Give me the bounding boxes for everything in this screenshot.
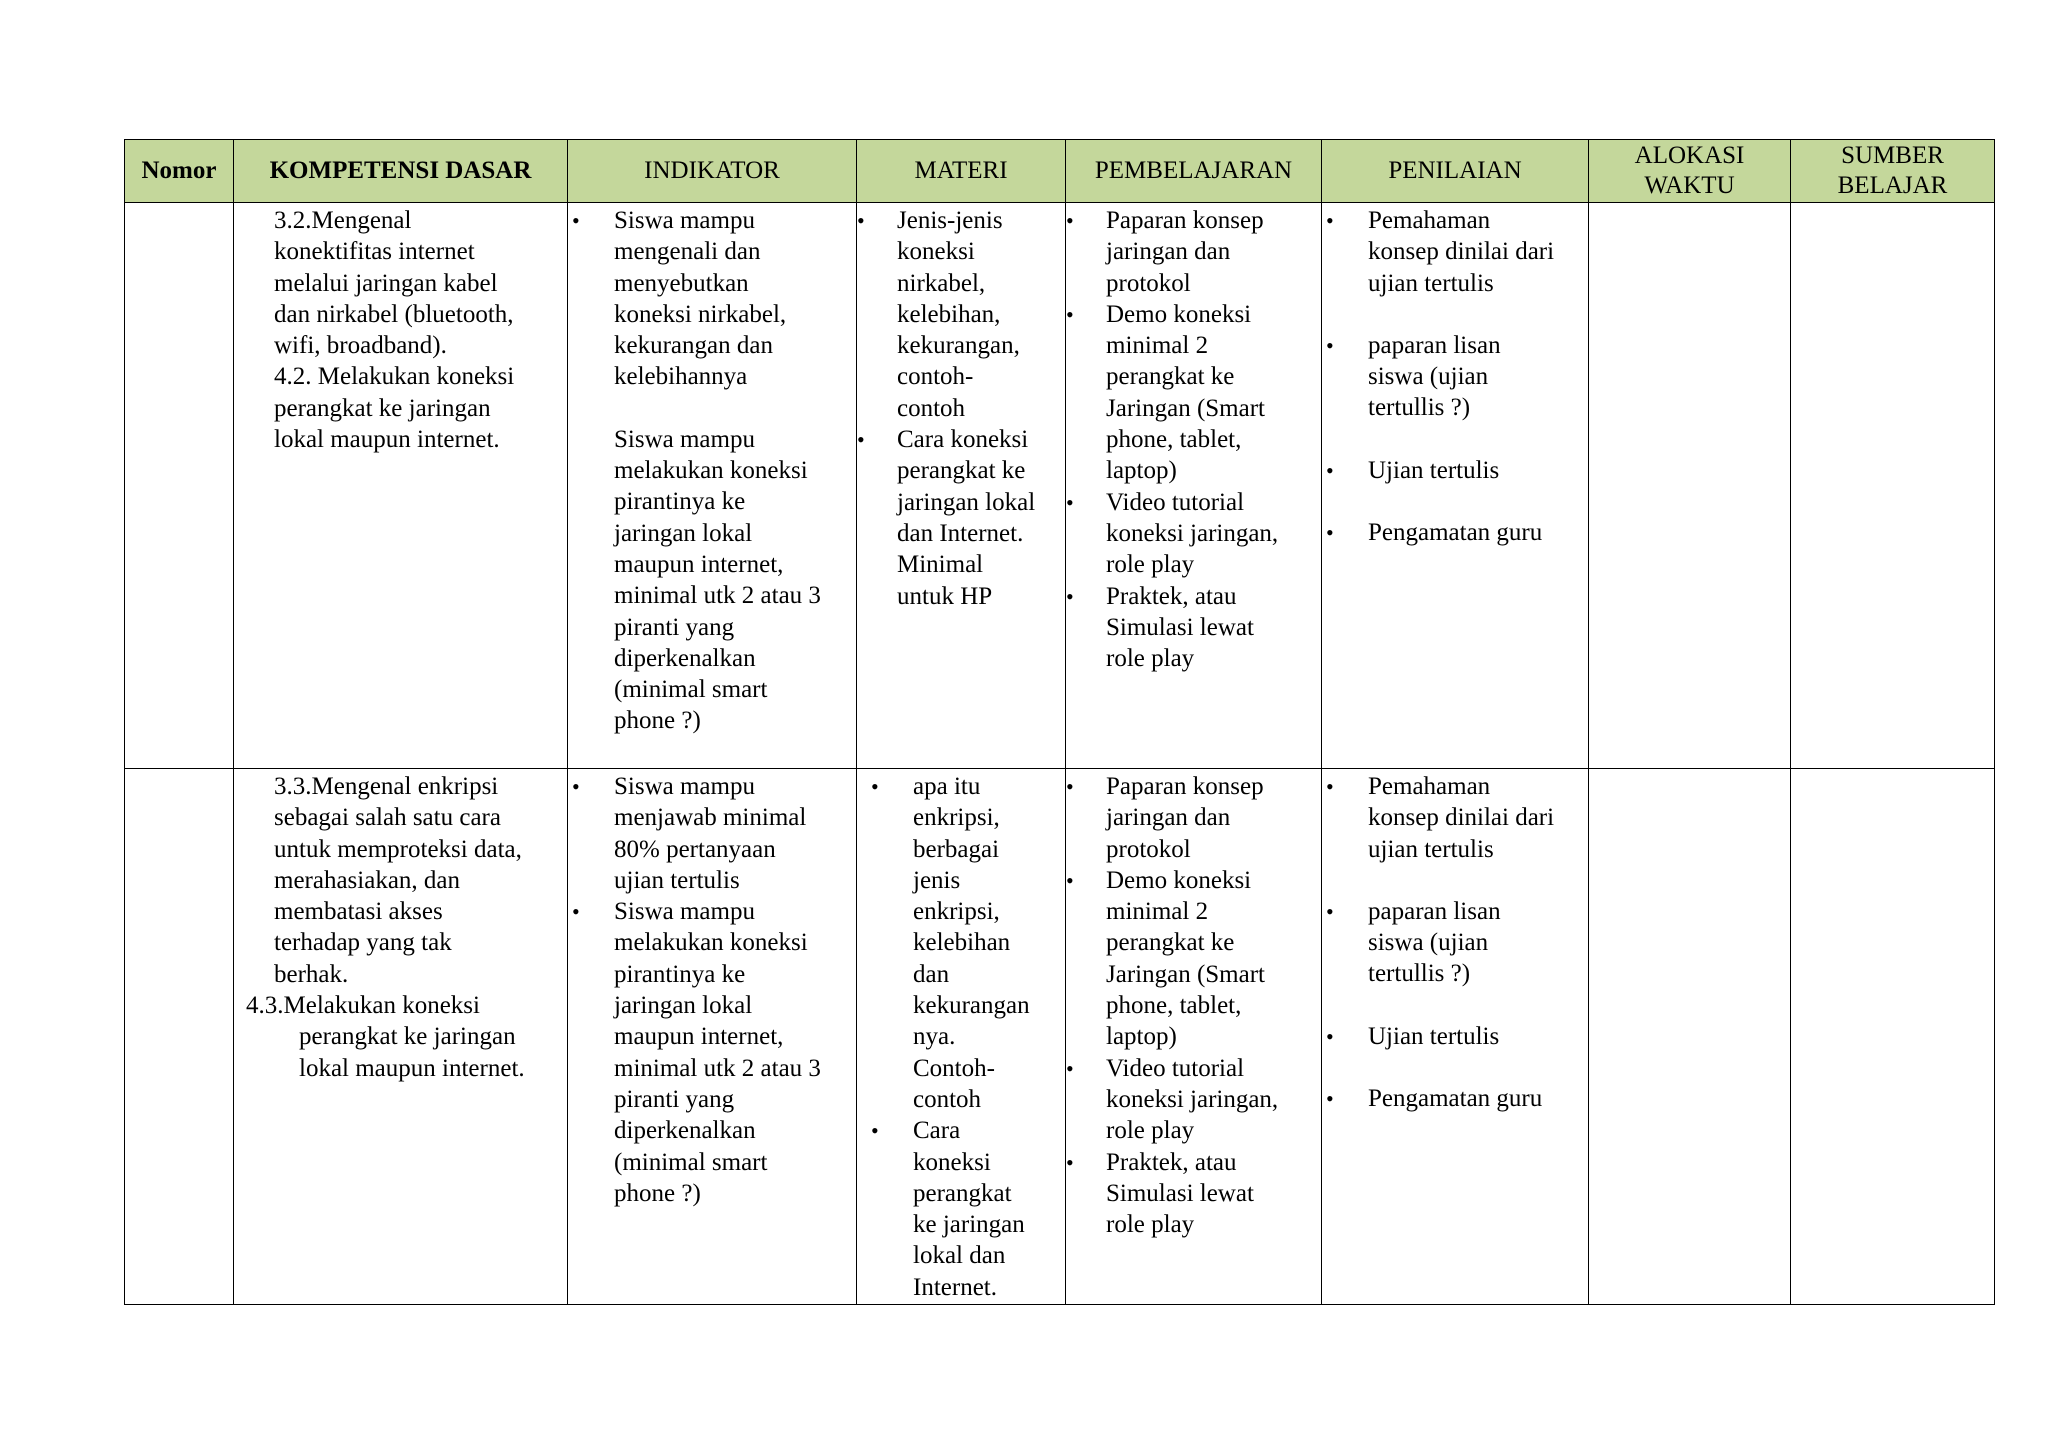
cell-materi (857, 769, 1066, 1305)
indikator-list (568, 769, 856, 1209)
table-row (125, 203, 1995, 769)
penilaian-list (1322, 203, 1588, 548)
materi-list (857, 769, 1065, 1303)
bullet-icon: • (871, 1118, 879, 1144)
bullet-icon: • (1066, 1055, 1074, 1081)
bullet-icon: • (1066, 1149, 1074, 1175)
bullet-icon: • (1326, 332, 1334, 358)
list-item: • Ujian tertulis (1322, 1021, 1582, 1052)
penilaian-list (1322, 769, 1588, 1114)
cell-alokasi-waktu (1589, 769, 1791, 1305)
header-materi: MATERI (857, 140, 1066, 203)
list-item: • Demo koneksi minimal 2 perangkat ke Jaringan (Smart phone, tablet, laptop) (1066, 300, 1265, 485)
bullet-icon: • (857, 427, 865, 453)
list-item: • Pemahaman konsep dinilai dari ujian tertulis (1326, 773, 1555, 863)
bullet-icon: • (1326, 1086, 1334, 1112)
list-item: • Siswa mampu melakukan koneksi pirantinya ke jaringan lokal maupun internet, minimal utk 2 atau 3 piranti yang diperkenalkan (minimal smart phone ?) (572, 898, 821, 1207)
cell-sumber-belajar (1791, 769, 1995, 1305)
cell-penilaian (1322, 203, 1589, 769)
header-alokasi-waktu: ALOKASI WAKTU (1589, 140, 1791, 203)
bullet-icon: • (1326, 208, 1334, 233)
header-row (125, 140, 1995, 203)
header-penilaian: PENILAIAN (1322, 140, 1589, 203)
bullet-icon: • (572, 774, 580, 799)
header-kompetensi-dasar: KOMPETENSI DASAR (234, 140, 568, 203)
syllabus-table (124, 139, 1995, 1305)
cell-sumber-belajar (1791, 203, 1995, 769)
list-item: • Paparan konsep jaringan dan protokol (1066, 773, 1264, 863)
bullet-icon: • (1326, 898, 1334, 924)
bullet-icon: • (572, 899, 580, 925)
list-item: • paparan lisan siswa (ujian tertullis ?) (1326, 331, 1501, 422)
cell-penilaian (1322, 769, 1589, 1305)
kompetensi-second: 4.3.Melakukan koneksi (246, 992, 480, 1020)
list-item: • Cara koneksi perangkat ke jaringan lokal dan Internet. Minimal untuk HP (857, 426, 1036, 610)
bullet-icon: • (1066, 489, 1074, 515)
list-item: • Demo koneksi minimal 2 perangkat ke Jaringan (Smart phone, tablet, laptop) (1066, 866, 1265, 1051)
cell-indikator (568, 203, 857, 769)
pembelajaran-list (1066, 769, 1321, 1240)
header-sumber-belajar: SUMBER BELAJAR (1791, 140, 1995, 203)
list-item: • Pengamatan guru (1322, 1083, 1582, 1114)
list-item: • Pemahaman konsep dinilai dari ujian tertulis (1326, 207, 1555, 297)
list-item: • Praktek, atau Simulasi lewat role play (1066, 582, 1254, 673)
bullet-icon: • (1326, 1023, 1334, 1049)
bullet-icon: • (1326, 457, 1334, 483)
bullet-icon: • (1066, 867, 1074, 893)
materi-list (857, 203, 1065, 612)
list-item: • Paparan konsep jaringan dan protokol (1066, 207, 1264, 297)
kompetensi-text: 3.3.Mengenal enkripsi sebagai salah satu cara untuk memproteksi data, merahasiakan, dan membatasi akses terhadap yang tak berhak. 4.3.Melakukan koneksi perangkat ke jaringan lokal maupun internet. (234, 769, 567, 1084)
list-item: • paparan lisan siswa (ujian tertullis ?) (1326, 897, 1501, 988)
list-item: • Video tutorial koneksi jaringan, role play (1066, 1054, 1279, 1145)
cell-indikator (568, 769, 857, 1305)
list-item: • apa itu enkripsi, berbagai jenis enkripsi, kelebihan dan kekurangan nya. Contoh- contoh (871, 773, 1030, 1113)
header-pembelajaran: PEMBELAJARAN (1066, 140, 1322, 203)
header-nomor: Nomor (125, 140, 234, 203)
kompetensi-text: 3.2.Mengenal konektifitas internet melalui jaringan kabel dan nirkabel (bluetooth, wifi, broadband). 4.2. Melakukan koneksi perangkat ke jaringan lokal maupun internet. (274, 207, 515, 454)
cell-pembelajaran (1066, 769, 1322, 1305)
cell-alokasi-waktu (1589, 203, 1791, 769)
indikator-text: Siswa mampu melakukan koneksi pirantinya ke jaringan lokal maupun internet, minimal utk 2 atau 3 piranti yang diperkenalkan (minimal smart phone ?) (614, 425, 821, 735)
bullet-icon: • (1326, 774, 1334, 799)
bullet-icon: • (1066, 774, 1074, 799)
cell-materi (857, 203, 1066, 769)
list-item: • Cara koneksi perangkat ke jaringan lokal dan Internet. (871, 1117, 1025, 1301)
bullet-icon: • (1326, 520, 1334, 546)
bullet-icon: • (572, 208, 580, 233)
pembelajaran-list (1066, 203, 1321, 674)
bullet-icon: • (1066, 301, 1074, 327)
bullet-icon: • (857, 208, 865, 233)
bullet-icon: • (1066, 208, 1074, 233)
cell-pembelajaran (1066, 203, 1322, 769)
list-item: • Pengamatan guru (1322, 517, 1582, 548)
list-item: • Ujian tertulis (1322, 455, 1582, 486)
header-indikator: INDIKATOR (568, 140, 857, 203)
bullet-icon: • (871, 774, 879, 799)
indikator-list (568, 203, 856, 393)
bullet-icon: • (1066, 583, 1074, 609)
cell-nomor (125, 769, 234, 1305)
list-item: • Praktek, atau Simulasi lewat role play (1066, 1148, 1254, 1239)
list-item: • Siswa mampu mengenali dan menyebutkan koneksi nirkabel, kekurangan dan kelebihannya (572, 207, 787, 391)
list-item: • Siswa mampu menjawab minimal 80% pertanyaan ujian tertulis (572, 773, 807, 894)
cell-kompetensi-dasar (234, 769, 568, 1305)
cell-kompetensi-dasar (234, 203, 568, 769)
list-item: • Video tutorial koneksi jaringan, role play (1066, 488, 1279, 579)
list-item: • Jenis-jenis koneksi nirkabel, kelebihan, kekurangan, contoh- contoh (857, 207, 1020, 422)
cell-nomor (125, 203, 234, 769)
table-row (125, 769, 1995, 1305)
